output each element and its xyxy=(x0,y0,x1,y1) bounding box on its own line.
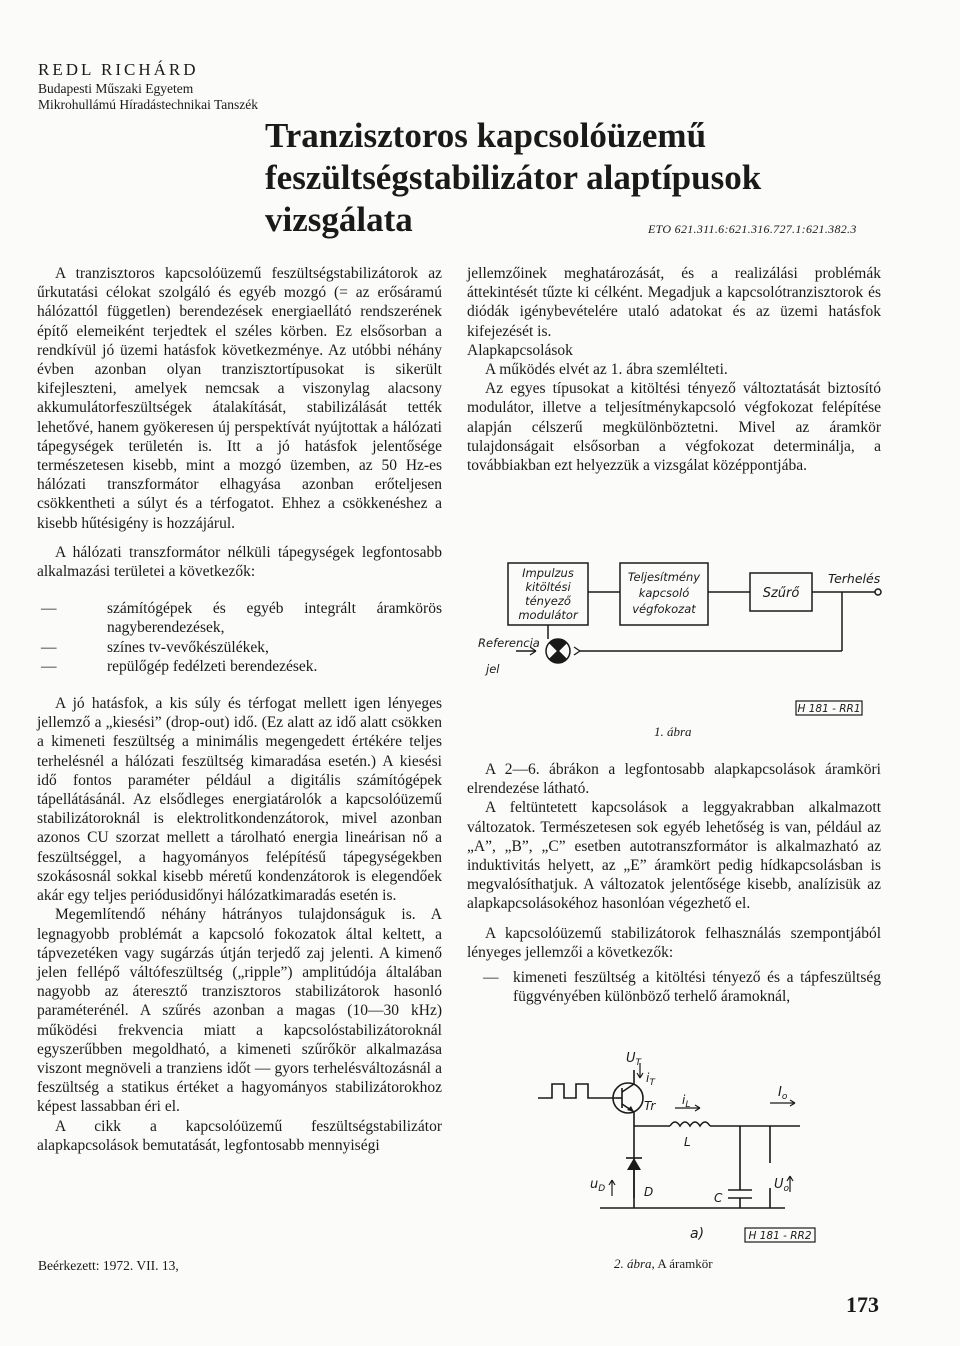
figure-2-caption xyxy=(614,1256,713,1272)
paragraph: A tranzisztoros kapcsolóüzemű feszültségstabilizátorok az űrkutatási célokat szolgáló és egyéb mozgó (= az erősáramú hálózattól független) berendezések energiaellátó rendszerének építő elemeiként terjedtek el széles körben. Ez elsősorban a rendkívül jó üzemi hatásfok következménye. Az utóbbi néhány évben azonban olyan tranzisztortípusokat is sikerült kifejleszteni, amelyek nemcsak a viszonylag alacsony akkumulátorfeszültségek átalakítását, stabilizálását tették lehetővé, hanem gyökeresen új perspektívát nyújtottak a hálózati tápegységek területén is. Itt a jó hatásfok jelentősége természetesen kisebb, mint a mozgó üzemben, az 50 Hz-es hálózati transzformátor elhagyása azonban erőteljesen csökkentheti a súlyt és a térfogatot. Ehhez a csökkenéshez a kisebb hűtésigény is hozzájárul. xyxy=(37,265,442,532)
right-column xyxy=(467,264,881,475)
paragraph: A 2—6. ábrákon a legfontosabb alapkapcsolások áramköri elrendezése látható. xyxy=(467,761,881,798)
title-line-2: feszültségstabilizátor alaptípusok xyxy=(265,158,762,197)
paragraph: Az egyes típusokat a kitöltési tényező változtatását biztosító modulátor, illetve a teljesítménykapcsoló végfokozat felépítése alapján célszerű megkülönböztetni. Mivel az áramkör tulajdonságait elsősorban a végfokozat determinálja, a továbbiakban ezt helyezzük a vizsgálat középpontjába. xyxy=(467,380,881,475)
figure-2-caption-text: A áramkör xyxy=(657,1256,713,1271)
pulse-waveform xyxy=(538,1084,596,1098)
label-uo: $U_o$ xyxy=(774,1177,790,1194)
received-date: Beérkezett: 1972. VII. 13, xyxy=(38,1258,179,1273)
figure-2-tag: H 181 - RR2 xyxy=(748,1230,812,1242)
modulator-label-2: kitöltési xyxy=(525,580,571,594)
label-it: $i_T$ xyxy=(646,1071,655,1088)
label-ud: $u_D$ xyxy=(590,1177,606,1194)
switch-label-2: kapcsoló xyxy=(638,586,690,600)
switch-label-3: végfokozat xyxy=(632,602,696,616)
eto-code: ETO 621.311.6:621.316.727.1:621.382.3 xyxy=(648,222,857,236)
list-item: — kimeneti feszültség a kitöltési tényező és a tápfeszültség függvényében különböző terhelő áramoknál, xyxy=(483,969,881,1006)
figure-2-circuit xyxy=(530,1048,880,1258)
label-d: D xyxy=(644,1185,654,1199)
left-column xyxy=(37,264,442,1155)
label-l: L xyxy=(684,1135,691,1149)
inductor xyxy=(670,1122,710,1126)
paragraph: A cikk a kapcsolóüzemű feszültségstabilizátor alapkapcsolások bemutatását, legfontosabb mennyiségi xyxy=(37,1117,442,1154)
reference-label-2: jel xyxy=(486,662,500,676)
paragraph: Megemlítendő néhány hátrányos tulajdonságuk is. A legnagyobb problémát a kapcsoló fokozatok által keltett, a tápvezetéken vagy sugárzás útján terjedő zaj jelenti. A kimenő jelen fellépő váltófeszültség („ripple”) amplitúdója általában nagyobb az áteresztő tranzisztoros stabilizátorok hasonló paraméterénél. A szűrés azonban a magas (10—30 kHz) működési frekvencia miatt a kapcsolóstabilizátoroknál egyszerűbben megoldható, a kimeneti szűrőkör alkalmazása viszont megnöveli a tranziens időt — gyors terhelésváltozásnál a feszültség a statikus értéket a hagyományos stabilizátorokhoz képest lassabban éri el. xyxy=(37,906,442,1116)
modulator-label-3: tényező xyxy=(525,594,571,608)
modulator-label-4: modulátor xyxy=(518,608,578,622)
paragraph: A jó hatásfok, a kis súly és térfogat mellett igen lényeges jellemző a „kiesési” (drop-out) idő. (Ez alatt az idő alatt csökken a kimeneti feszültség a minimális megengedett értékére teljes terhelésnél a hálózati feszültség kimaradása esetén.) A kiesési idő fontos paraméter például a digitális számítógépek tápellátásánál. Az elsődleges energiatárolók a kapcsolóüzemű stabilizátoroknál is elektrolitkondenzátorok, mivel azonban azonos CU szorzat mellett a tárolható energia lineárisan nő a feszültséggel, a hagyományos felépítésű tápegységekben szokásosnál sokkal kisebb méretű kondenzátorok is elegendőek akár egy teljes periódusidőnyi hálózatkimaradás esetén is. xyxy=(37,695,442,905)
paragraph: A hálózati transzformátor nélküli tápegységek legfontosabb alkalmazási területei a következők: xyxy=(37,543,442,581)
author-affiliation-department: Mikrohullámú Híradástechnikai Tanszék xyxy=(38,97,258,112)
page-number: 173 xyxy=(846,1292,879,1317)
paragraph: A működés elvét az 1. ábra szemlélteti. xyxy=(485,361,728,379)
reference-label-1: Referencia xyxy=(478,636,540,650)
comparator-symbol xyxy=(546,639,570,663)
paragraph: jellemzőinek meghatározását, és a realizálási problémák áttekintését tűzte ki célként. Megadjuk a kapcsolótranzisztorok és diódák igénybevételére utaló adatokat és az üzemi hatásfok kifejezését is. xyxy=(467,265,881,340)
figure-1-block-diagram xyxy=(470,555,890,745)
modulator-label-1: Impulzus xyxy=(522,566,574,580)
paragraph: A kapcsolóüzemű stabilizátorok felhasználás szempontjából lényeges jellemzői a következők: xyxy=(467,924,881,961)
load-label: Terhelés xyxy=(828,571,881,586)
section-heading: Alapkapcsolások xyxy=(467,341,573,359)
paragraph: A feltüntetett kapcsolások a leggyakrabban alkalmazott változatok. Természetesen sok egyéb lehetőség is van, például az „A”, „B”, „C” esetben autotranszformátor is alkalmazható az induktivitás helyett, az „E” áramkört pedig hídkapcsolásban is megvalósíthatjuk. A változatok jelentősége kisebb, analízisük az alapkapcsolásokéhoz hasonlóan végezhető el. xyxy=(467,799,881,913)
right-column-continued xyxy=(467,760,881,1006)
switch-label-1: Teljesítmény xyxy=(627,570,701,584)
author-affiliation-university: Budapesti Műszaki Egyetem xyxy=(38,81,194,96)
filter-label: Szűrő xyxy=(762,586,800,601)
title-line-1: Tranzisztoros kapcsolóüzemű xyxy=(265,116,707,155)
list-item: — számítógépek és egyéb integrált áramkörös nagyberendezések, xyxy=(41,600,442,637)
list-item: — repülőgép fedélzeti berendezések. xyxy=(41,657,318,675)
label-io: $I_o$ xyxy=(778,1085,788,1102)
label-il: $i_L$ xyxy=(682,1093,691,1110)
diode-symbol xyxy=(627,1158,641,1170)
label-c: C xyxy=(714,1191,723,1205)
figure-2-caption-number: 2. ábra, xyxy=(614,1256,655,1271)
subfigure-label: a) xyxy=(690,1226,705,1242)
label-tr: Tr xyxy=(644,1099,656,1113)
list-item: — színes tv-vevőkészülékek, xyxy=(41,638,269,656)
author-name: REDL RICHÁRD xyxy=(38,60,199,79)
figure-1-tag: H 181 - RR1 xyxy=(797,703,861,715)
label-ut: $U_T$ xyxy=(626,1051,642,1068)
figure-1-caption: 1. ábra xyxy=(654,724,692,739)
title-line-3: vizsgálata xyxy=(265,200,413,239)
